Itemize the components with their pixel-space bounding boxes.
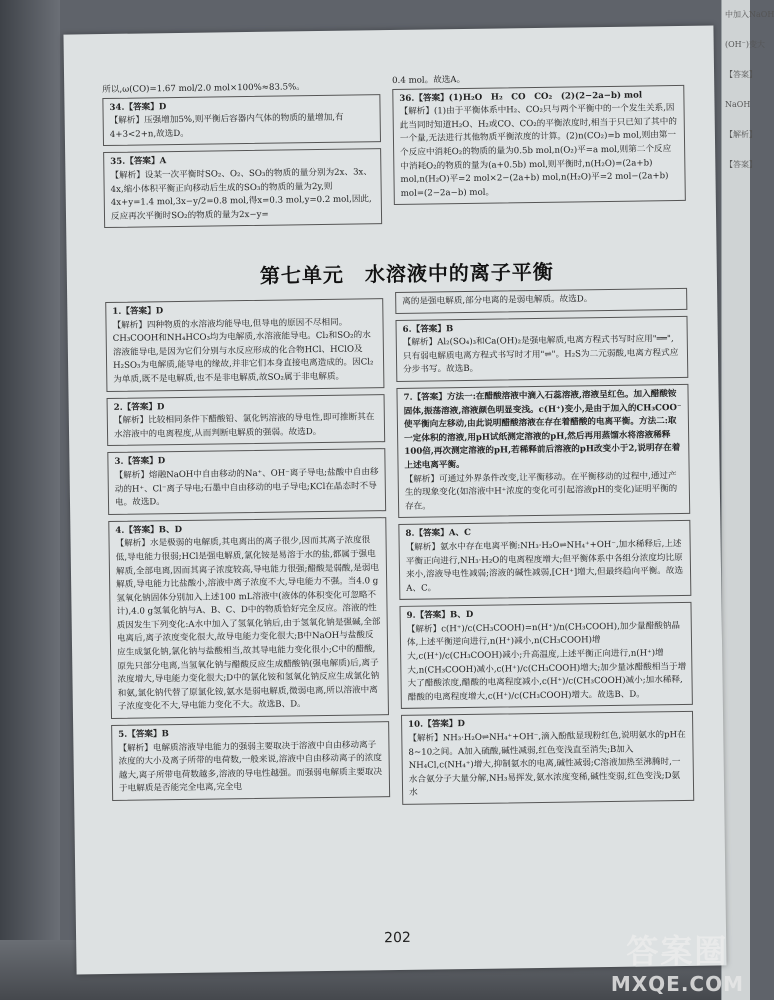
answer-block-6: [395, 315, 688, 381]
answer-block-8: [398, 520, 691, 600]
top-right-column: [392, 71, 686, 211]
answer-label: 3.【答案】D: [114, 456, 166, 468]
adjacent-text: 【答案】: [725, 70, 757, 79]
adjacent-text: 【解析】: [725, 130, 757, 139]
analysis-text: 【解析】比较相同条件下醋酸铅、氯化钙溶液的导电性,即可推断其在水溶液中的电离程度,从而判断电解质的强弱。故选D。: [113, 412, 375, 440]
page-number: 202: [384, 929, 411, 947]
answer-block-5-continued: [395, 288, 687, 314]
analysis-text: 【解析】NH₃·H₂O⇌NH₄⁺+OH⁻,滴入酚酞显现粉红色,说明氨水的pH在8~10之间。A加入硫酸,碱性减弱,红色变浅直至消失;B加入NH₄Cl,c(NH₄⁺)增大,抑制氨水的电离,碱性减弱;C溶液加热至沸腾时,一水合氨分子大量分解,NH₃易挥发,氨水浓度变稀,碱性变弱,红色变浅;D氨水: [408, 729, 686, 799]
answer-block-3: [107, 448, 386, 514]
analysis-text: 离的是强电解质,部分电离的是弱电解质。故选D。: [402, 294, 593, 307]
answer-continuation: 0.4 mol。故选A。: [392, 74, 466, 86]
analysis-text: 【解析】熔融NaOH中自由移动的Na⁺、OH⁻离子导电;盐酸中自由移动的H⁺、Cl⁻离子导电;石墨中自由移动的电子导电;KCl在晶态时不导电。故选D。: [114, 467, 379, 509]
answer-label: 34.【答案】D: [109, 101, 167, 113]
answer-label: 7.【答案】方法一:在醋酸溶液中滴入石蕊溶液,溶液呈红色。加入醋酸铵固体,振荡溶液,溶液颜色明显变浅。c(H⁺)变小,是由于加入的CH₃COO⁻使平衡向左移动,由此说明醋酸溶液在存在着醋酸的电离平衡。方法二:取一定体积的溶液,用pH试纸测定溶液的pH,然后再用蒸馏水将溶液稀释100倍,再次测定溶液的pH,若稀释前后溶液的pH改变小于2,说明存在着上述电离平衡。: [403, 389, 682, 471]
answer-continuation: 所以,ω(CO)=1.67 mol/2.0 mol×100%≈83.5%。: [102, 82, 305, 96]
answer-block-1: [105, 298, 384, 391]
analysis-text: 【解析】(1)由于平衡体系中H₂、CO₂只与两个平衡中的一个发生关系,因此当同时知道H₂O、H₂或CO、CO₂的平衡浓度时,相当于只已知了其中的一个量,无法进行其他物质平衡浓度的计算。(2)n(CO₂)=b mol,则由第一个反应中消耗O₂的物质的量为0.5b mol,n(O₂)平=a mol,则第二个反应中消耗O₂的物质的量为(a+0.5b) mol,则平衡时,n(H₂O)=(2a+b) mol,n(H₂O)平=2 mol×2−(2a+b) mol,n(H₂O)平=2 mol−(2a+b) mol=(2−2a−b) mol。: [399, 103, 678, 199]
watermark-logo: [611, 926, 744, 996]
analysis-text: 【解析】氨水中存在电离平衡:NH₃·H₂O⇌NH₄⁺+OH⁻,加水稀释后,上述平衡正向进行,NH₃·H₂O的电离程度增大;但平衡体系中各组分浓度均比原来小,溶液导电性减弱;溶液的碱性减弱,[CH⁺]增大,但最终趋向平衡。故选A、C。: [405, 538, 684, 594]
answer-label: 5.【答案】B: [118, 729, 169, 740]
answer-label: 35.【答案】A: [110, 156, 167, 168]
answer-block-5: [111, 721, 390, 801]
answer-label: 1.【答案】D: [112, 306, 164, 317]
unit-title: 第七单元 水溶液中的离子平衡: [259, 259, 554, 288]
answer-label: 9.【答案】B、D: [406, 610, 474, 622]
answer-block-35: [103, 149, 382, 229]
analysis-text: 【解析】Al₂(SO₄)₃和Ca(OH)₂是强电解质,电离方程式书写时应用"══",只有弱电解质电离方程式书写时才用"⇌"。H₂S为二元弱酸,电离方程式应分步书写。故选B。: [402, 334, 679, 376]
analysis-text: 【解析】水是极弱的电解质,其电离出的离子很少,因而其离子浓度很低,导电能力很弱;HCl是强电解质,氯化铵是易溶于水的盐,都属于强电解质,全部电离,因而其离子浓度较高,导电能力很强;醋酸是弱酸,是弱电解质,导电能力比盐酸小,溶液中离子浓度不大,导电能力不强。当4.0 g氢氧化钠固体分别加入上述100 mL溶液中(液体的体积变化可忽略不计),4.0 g氢氧化钠与A、B、C、D中的物质恰好完全反应。溶液的性质因发生下列变化:A水中加入了氢氧化钠后,由于氢氧化钠是强碱,全部电离后,离子浓度变化很大,故导电能力变化很大;B中NaOH与盐酸反应生成氯化钠,氯化钠与盐酸相当,故其导电能力变化很小;C中的醋酸,原先只部分电离,当氢氧化钠与醋酸反应生成醋酸钠(强电解质)后,离子浓度增大,导电能力变化很大;D中的氯化铵和氢氧化钠反应生成氯化钠和氨,氯化钠代替了原氯化铵,氨水是弱电解质,微弱电离,所以溶液中离子浓度变化不大,导电能力变化不大。故选B、D。: [115, 535, 381, 713]
adjacent-text: (OH⁻)变大: [725, 40, 765, 49]
adjacent-text: NaOH: [725, 100, 751, 109]
answer-label: 36.【答案】(1)H₂O H₂ CO CO₂ (2)(2−2a−b) mol: [399, 90, 643, 104]
analysis-text: 【解析】设某一次平衡时SO₂、O₂、SO₃的物质的量分别为2x、3x、4x,缩小体积平衡正向移动后生成的SO₃的物质的量为2y,则4x+y=1.4 mol,3x−y/2=0.8 mol,得x=0.3 mol,y=0.2 mol,因此,反应再次平衡时SO₂的物质的量为2x−y=: [110, 167, 373, 222]
answer-block-10: [401, 711, 694, 805]
analysis-text: 【解析】电解质溶液导电能力的强弱主要取决于溶液中自由移动离子浓度的大小及离子所带的电荷数,一般来说,溶液中自由移动离子的浓度越大,离子所带电荷数越多,溶液的导电性越强。而强弱电解质主要取决于电解质是否能完全电离,完全电: [118, 739, 383, 795]
answer-block-36: [392, 85, 686, 206]
analysis-text: 【解析】压强增加5%,则平衡后容器内气体的物质的量增加,有4+3<2+n,故选D。: [109, 112, 344, 140]
adjacent-text: 中加入NaOH: [725, 10, 774, 19]
analysis-text: 【解析】可通过外界条件改变,让平衡移动。在平衡移动的过程中,通过产生的现象变化(如溶液中H⁺浓度的变化可引起溶液pH的变化)证明平衡的存在。: [404, 470, 678, 512]
answer-block-7: [396, 384, 690, 518]
answer-block-34: [102, 94, 381, 147]
watermark-url: MXQE.COM: [610, 972, 744, 996]
adjacent-text: 【答案】: [725, 160, 757, 169]
adjacent-page-edge: [721, 0, 774, 1000]
top-left-column: [102, 80, 382, 234]
watermark-title: 答案圈: [626, 932, 729, 970]
answer-label: 4.【答案】B、D: [115, 524, 183, 536]
book-page: [63, 26, 726, 975]
answer-label: 10.【答案】D: [408, 719, 465, 731]
answer-block-4: [108, 517, 389, 719]
left-column: [105, 298, 390, 807]
analysis-text: 【解析】c(H⁺)/c(CH₃COOH)=n(H⁺)/n(CH₃COOH),加少量醋酸钠晶体,上述平衡逆向进行,n(H⁺)减小,n(CH₃COOH)增大,c(H⁺)/c(CH₃COOH)减小;升高温度,上述平衡正向进行,n(H⁺)增大,n(CH₃COOH)减小,c(H⁺)/c(CH₃COOH)增大;加少量冰醋酸相当于增大了醋酸浓度,醋酸的电离程度减小,c(H⁺)/c(CH₃COOH)减小;加水稀释,醋酸的电离程度增大,c(H⁺)/c(CH₃COOH)增大。故选B、D。: [406, 620, 687, 703]
answer-label: 8.【答案】A、C: [405, 528, 471, 540]
answer-block-9: [399, 602, 692, 709]
answer-block-2: [107, 394, 386, 447]
right-column: [395, 288, 694, 811]
answer-label: 6.【答案】B: [402, 323, 454, 335]
answer-label: 2.【答案】D: [113, 401, 165, 413]
analysis-text: 【解析】四种物质的水溶液均能导电,但导电的原因不尽相同。CH₃COOH和NH₄HCO₃均为电解质,水溶液能导电。Cl₂和SO₂的水溶液能导电,是因为它们分别与水反应形成的化合物HCl、HClO及H₂SO₃为电解质,能导电的缘故,并非它们本身直接电离造成的。因Cl₂为单质,既不是电解质,也不是非电解质,故SO₂属于非电解质。: [112, 317, 374, 385]
background-left: [0, 0, 60, 1000]
